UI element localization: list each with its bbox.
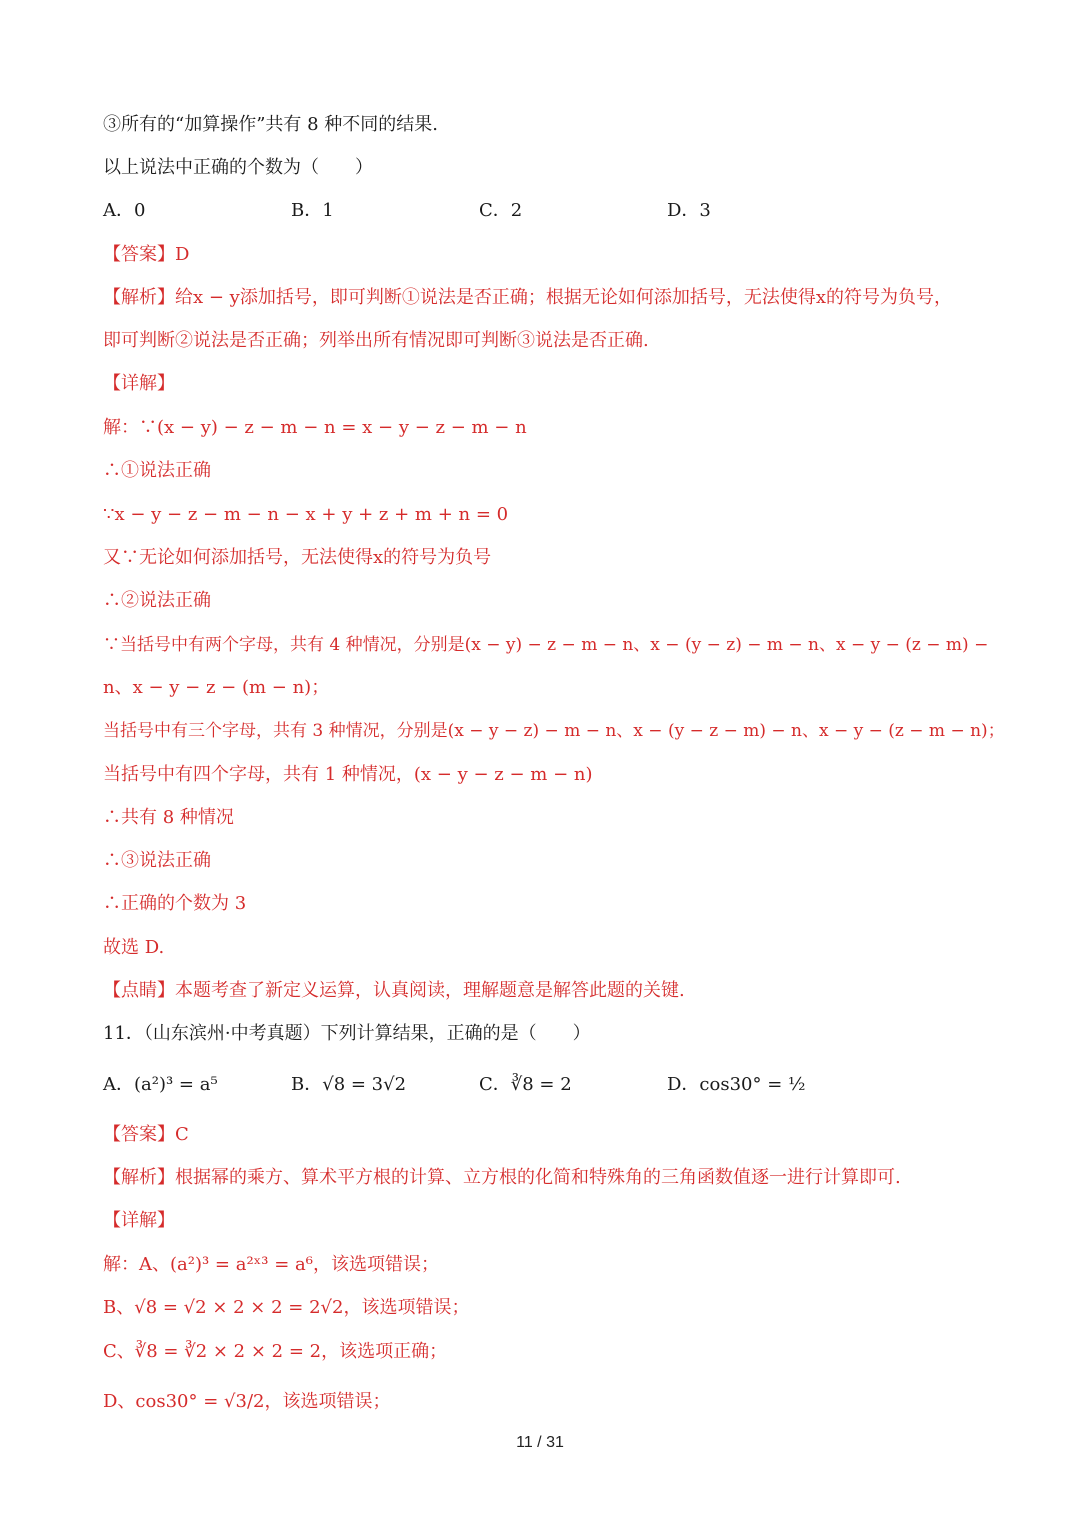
q11-option-c: C．∛8 = 2 [479, 1074, 572, 1095]
q10-analysis-line-2: 即可判断②说法是否正确；列举出所有情况即可判断③说法是否正确. [103, 330, 649, 351]
q10-step-11: ∴③说法正确 [103, 850, 211, 871]
q11-option-d: D．cos30° = ½ [667, 1074, 806, 1095]
q11-analysis: 【解析】根据幂的乘方、算术平方根的计算、立方根的化简和特殊角的三角函数值逐一进行计算即可. [103, 1167, 901, 1188]
q10-step-13: 故选 D. [103, 937, 165, 958]
page-number: 11 / 31 [516, 1434, 564, 1451]
q11-step-c: C、∛8 = ∛2 × 2 × 2 = 2，该选项正确； [103, 1341, 448, 1362]
q10-option-c: C．2 [479, 200, 523, 221]
q11-detail-title: 【详解】 [103, 1210, 175, 1231]
q11-step-a: 解：A、(a²)³ = a²ˣ³ = a⁶，该选项错误； [103, 1254, 439, 1275]
q10-step-2: ∴①说法正确 [103, 460, 211, 481]
q11-stem: 11．（山东滨州·中考真题）下列计算结果，正确的是（ ） [103, 1023, 591, 1044]
q10-step-8: 当括号中有三个字母，共有 3 种情况，分别是(x − y − z) − m − n、x − (y − z − m) − n、x − y − (z − m − n)； [103, 721, 1005, 741]
q11-answer: 【答案】C [103, 1124, 189, 1145]
q10-step-10: ∴共有 8 种情况 [103, 807, 234, 828]
q10-question: 以上说法中正确的个数为（ ） [103, 157, 373, 178]
q10-answer: 【答案】D [103, 244, 190, 265]
q11-option-a: A．(a²)³ = a⁵ [103, 1074, 218, 1095]
q10-step-12: ∴正确的个数为 3 [103, 893, 247, 914]
q10-step-3: ∵x − y − z − m − n − x + y + z + m + n = 0 [103, 504, 509, 525]
q10-step-1: 解：∵(x − y) − z − m − n = x − y − z − m − n [103, 417, 527, 438]
q10-analysis-line-1: 【解析】给x − y添加括号，即可判断①说法是否正确；根据无论如何添加括号，无法使得x的符号为负号， [103, 287, 952, 308]
q10-step-7: n、x − y − z − (m − n)； [103, 677, 330, 698]
q10-option-a: A．0 [103, 200, 146, 221]
q10-step-5: ∴②说法正确 [103, 590, 211, 611]
q10-step-6: ∵当括号中有两个字母，共有 4 种情况，分别是(x − y) − z − m − n、x − (y − z) − m − n、x − y − (z − m) − [103, 635, 989, 655]
q10-detail-title: 【详解】 [103, 373, 175, 394]
q10-option-d: D．3 [667, 200, 711, 221]
q10-comment: 【点睛】本题考查了新定义运算，认真阅读，理解题意是解答此题的关键. [103, 980, 685, 1001]
q10-step-9: 当括号中有四个字母，共有 1 种情况，(x − y − z − m − n) [103, 764, 593, 785]
q11-option-b: B．√8 = 3√2 [291, 1074, 407, 1095]
q10-option-b: B．1 [291, 200, 334, 221]
q11-step-b: B、√8 = √2 × 2 × 2 = 2√2，该选项错误； [103, 1297, 470, 1318]
q10-statement-3: ③所有的“加算操作”共有 8 种不同的结果. [103, 114, 439, 135]
q11-step-d: D、cos30° = √3/2，该选项错误； [103, 1391, 391, 1412]
q10-step-4: 又∵无论如何添加括号，无法使得x的符号为负号 [103, 547, 492, 568]
